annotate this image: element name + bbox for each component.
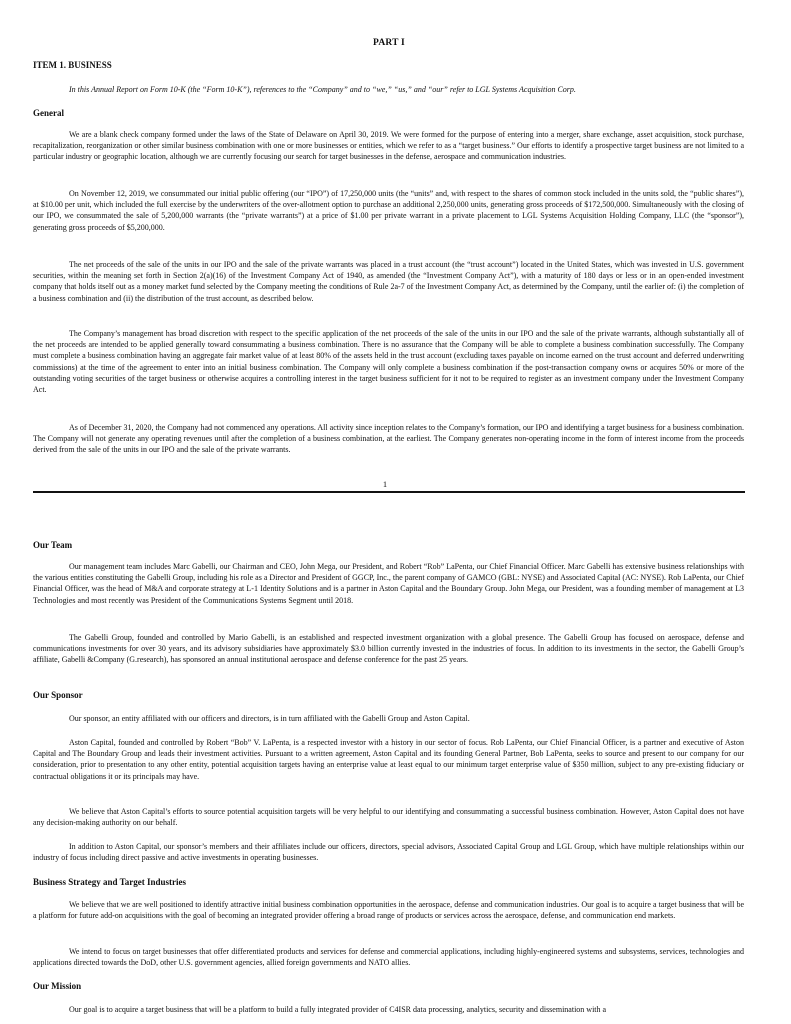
item-heading: ITEM 1. BUSINESS	[33, 60, 112, 70]
section-heading-team: Our Team	[33, 540, 73, 550]
paragraph: As of December 31, 2020, the Company had not commenced any operations. All activity since inception relates to the Company’s formation, our IPO and identifying a target business for a business combination. The Company will not generate any operating revenues until after the completion of a business combination, at the earliest. The Company generates non-operating income in the form of interest income from the proceeds derived from the sale of the units in our IPO and the sale of the private warrants.	[33, 423, 744, 455]
part-title: PART I	[373, 38, 405, 48]
section-heading-general: General	[33, 108, 64, 118]
paragraph: Aston Capital, founded and controlled by Robert “Bob” V. LaPenta, is a respected investor with a history in our sector of focus. Rob LaPenta, our Chief Financial Officer, is a partner and executive of Aston Capital and The Boundary Group and leads their investment activities. Pursuant to a written agreement, Aston Capital and its founding General Partner, Bob LaPenta, seeks to source and present to our company for our consideration, prior to presentation to any other entity, potential acquisition targets having an enterprise value at least equal to our minimum target enterprise value of $350 million, subject to any pre-existing fiduciary or contractual obligations it or its principals may have.	[33, 738, 744, 781]
section-heading-strategy: Business Strategy and Target Industries	[33, 877, 187, 887]
paragraph: The Company’s management has broad discretion with respect to the specific application of the net proceeds of the sale of the units in our IPO and the sale of the private warrants, although substantially all of the net proceeds are intended to be applied generally toward consummating a business combination. There is no assurance that the Company will be able to complete a business combination successfully. The Company must complete a business combination having an aggregate fair market value of at least 80% of the assets held in the trust account (excluding taxes payable on income earned on the trust account and deferred underwriting commissions) at the time of the agreement to enter into an initial business combination. The Company will only complete a business combination if the post-transaction company owns or acquires 50% or more of the outstanding voting securities of the target business or otherwise acquires a controlling interest in the target business sufficient for it not to be required to register as an investment company under the Investment Company Act.	[33, 329, 744, 395]
paragraph: In addition to Aston Capital, our sponsor’s members and their affiliates include our officers, directors, special advisors, Associated Capital Group and LGL Group, which have multiple relationships within our industry of focus including direct passive and active investments in operating businesses.	[33, 842, 744, 863]
paragraph: Our sponsor, an entity affiliated with our officers and directors, is in turn affiliated with the Gabelli Group and Aston Capital.	[69, 714, 470, 723]
paragraph: The Gabelli Group, founded and controlled by Mario Gabelli, is an established and respected investment organization with a global presence. The Gabelli Group has focused on aerospace, defense and communications investments for over 30 years, and its advisory subsidiaries have approximately $3.0 billion currently invested in the industries of focus. In addition to its investments in the sector, the Gabelli Group’s affiliate, Gabelli &Company (G.research), has sponsored an annual institutional aerospace and defense conference for the past 25 years.	[33, 633, 744, 665]
paragraph: Our goal is to acquire a target business that will be a platform to build a fully integrated provider of C4ISR data processing, analytics, security and dissemination with a	[69, 1005, 607, 1014]
page-divider	[33, 491, 745, 493]
paragraph: On November 12, 2019, we consummated our initial public offering (our “IPO”) of 17,250,000 units (the “units” and, with respect to the shares of common stock included in the units sold, the “public shares”), at $10.00 per unit, which included the full exercise by the underwriters of the over-allotment option to purchase an additional 2,250,000 units, generating gross proceeds of $172,500,000. Simultaneously with the closing of our IPO, we consummated the sale of 5,200,000 warrants (the “private warrants”) at a price of $1.00 per private warrant in a private placement to LGL Systems Acquisition Holding Company, LLC (the “sponsor”), generating gross proceeds of $5,200,000.	[33, 189, 744, 232]
paragraph: Our management team includes Marc Gabelli, our Chairman and CEO, John Mega, our President, and Robert “Rob” LaPenta, our Chief Financial Officer. Marc Gabelli has extensive business relationships with the various entities constituting the Gabelli Group, including his role as a Director and President of GGCP, Inc., the parent company of GAMCO (GBL: NYSE) and Associated Capital (AC: NYSE). Rob LaPenta, our Chief Financial Officer, was the head of M&A and corporate strategy at L-1 Identity Solutions and is a partner in Aston Capital and the Boundary Group. John Mega, our President, was a founding member of management at L3 Technologies and most recently was President of the Communications Systems Segment until 2018.	[33, 562, 744, 605]
paragraph: We intend to focus on target businesses that offer differentiated products and services for defense and commercial applications, including highly-engineered systems and subsystems, services, technologies and applications directed towards the DoD, other U.S. government agencies, allied foreign governments and NATO allies.	[33, 947, 744, 968]
section-heading-sponsor: Our Sponsor	[33, 690, 83, 700]
page-number: 1	[382, 479, 388, 489]
intro-italic: In this Annual Report on Form 10-K (the “Form 10-K”), references to the “Company” and to “we,” “us,” and “our” refer to LGL Systems Acquisition Corp.	[69, 85, 576, 94]
paragraph: We believe that Aston Capital’s efforts to source potential acquisition targets will be very helpful to our identifying and consummating a successful business combination. However, Aston Capital does not have any decision-making authority on our behalf.	[33, 807, 744, 828]
section-heading-mission: Our Mission	[33, 981, 82, 991]
paragraph: We are a blank check company formed under the laws of the State of Delaware on April 30, 2019. We were formed for the purpose of entering into a merger, share exchange, asset acquisition, stock purchase, recapitalization, reorganization or other similar business combination with one or more businesses or entities, which we refer to as a “target business.” Our efforts to identify a prospective target business are not limited to a particular industry or geographic location, although we are currently focusing our search for target businesses in the defense, aerospace and communication industries.	[33, 130, 744, 162]
paragraph: We believe that we are well positioned to identify attractive initial business combination opportunities in the aerospace, defense and communication industries. Our goal is to acquire a target business that will be a platform for future add-on acquisitions with the goal of becoming an integrated provider offering a broad range of products or services across the aerospace, defense, and communication end markets.	[33, 900, 744, 921]
paragraph: The net proceeds of the sale of the units in our IPO and the sale of the private warrants was placed in a trust account (the “trust account”) located in the United States, which was invested in U.S. government securities, within the meaning set forth in Section 2(a)(16) of the Investment Company Act of 1940, as amended (the “Investment Company Act”), with a maturity of 180 days or less or in an open-ended investment company that holds itself out as a money market fund selected by the Company meeting the conditions of Rule 2a-7 of the Investment Company Act, as determined by the Company, until the earlier of: (i) the completion of a business combination and (ii) the distribution of the trust account, as described below.	[33, 260, 744, 303]
